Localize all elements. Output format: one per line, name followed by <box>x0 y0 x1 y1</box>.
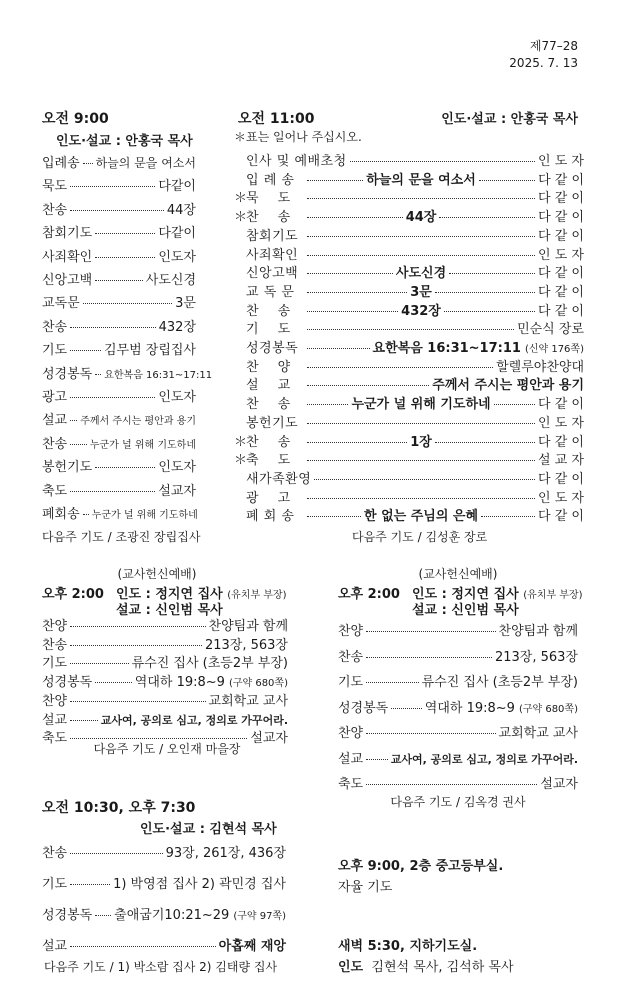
order-row <box>338 620 578 639</box>
order-value: 인 도 자 <box>538 490 584 506</box>
order-value: 류수진 집사 (초등2부 부장) <box>131 656 288 672</box>
order-value: 인 도 자 <box>538 154 584 169</box>
order-detail: 3문 <box>410 284 432 300</box>
dot-leader <box>307 516 361 517</box>
dawn-prayer-title: 새벽 5:30, 지하기도실. <box>338 939 478 954</box>
order-row <box>234 300 584 319</box>
dawn-leaders: 김현석 목사, 김석하 목사 <box>371 960 514 975</box>
order-row <box>234 393 584 412</box>
order-label: 찬송 <box>338 649 364 665</box>
order-row <box>234 244 584 263</box>
order-row <box>42 690 288 709</box>
standing-mark: ＊ <box>234 210 248 226</box>
order-value: 교회학교 교사 <box>498 726 578 741</box>
order-value: 다 같 이 <box>538 172 585 188</box>
order-row <box>42 904 286 923</box>
order-value: 주께서 주시는 평안과 용기 <box>80 416 196 428</box>
order-row <box>234 187 584 206</box>
dot-leader <box>435 442 535 443</box>
order-value: 213장, 563장 <box>204 637 288 653</box>
order-detail: 사도신경 <box>395 266 447 282</box>
order-label: 찬송 <box>42 319 68 335</box>
pm-left-leader-note: (유치부 부장) <box>227 590 287 601</box>
order-label: 교독문 <box>42 296 80 312</box>
order-value: 3문 <box>175 296 196 312</box>
order-row <box>42 503 196 522</box>
dot-leader <box>366 759 388 760</box>
service-9am-next-prayer: 다음주 기도 / 조광진 장립집사 <box>42 530 201 544</box>
order-row <box>42 456 196 475</box>
pm-left-preacher: 설교 : 신인범 목사 <box>116 603 223 618</box>
order-label: 찬 송 <box>246 303 291 319</box>
dot-leader <box>70 701 205 702</box>
dot-leader <box>307 442 407 443</box>
order-label: 설 교 <box>246 378 291 394</box>
order-row <box>42 222 196 241</box>
pm-right-time: 오후 2:00 <box>338 587 400 602</box>
dawn-lead-label: 인도 <box>338 960 364 975</box>
dot-leader <box>307 498 535 499</box>
order-value: 1) 박영점 집사 2) 곽민경 집사 <box>113 877 286 892</box>
order-value-note: (구약 680쪽) <box>518 703 578 715</box>
order-row <box>42 709 288 728</box>
order-value: 설교자 <box>540 777 578 792</box>
order-label: 찬양 <box>338 726 364 741</box>
order-value: 주께서 주시는 평안과 용기 <box>432 378 584 394</box>
order-value: 다같이 <box>158 179 196 195</box>
dot-leader <box>307 236 535 237</box>
dot-leader <box>70 397 155 398</box>
order-label: 성경봉독 <box>42 908 93 923</box>
order-detail: 44장 <box>405 210 437 226</box>
order-label: 폐 회 송 <box>246 509 295 525</box>
order-label: 찬 송 <box>246 397 291 413</box>
order-label: 찬송 <box>42 637 68 653</box>
order-row <box>338 748 578 767</box>
dot-leader <box>444 311 535 312</box>
order-value: 인도자 <box>158 460 196 476</box>
order-value: 류수진 집사 (초등2부 부장) <box>421 675 578 690</box>
order-row <box>338 697 578 716</box>
order-value: 요한복음 16:31~17:11 <box>104 369 213 381</box>
order-value: 다 같 이 <box>538 471 584 487</box>
service-9am-title: 오전 9:00 <box>42 111 109 127</box>
dot-leader <box>366 657 492 658</box>
dot-leader <box>314 479 535 480</box>
dot-leader <box>70 663 128 664</box>
dot-leader <box>481 516 535 517</box>
order-label: 기도 <box>42 343 68 359</box>
order-row <box>42 433 196 452</box>
order-row <box>234 487 584 506</box>
order-label: 찬송 <box>42 436 68 452</box>
dot-leader <box>449 273 535 274</box>
dot-leader <box>83 163 93 164</box>
order-row <box>42 292 196 311</box>
pm-right-next-prayer: 다음주 기도 / 김옥경 권사 <box>390 795 526 809</box>
standing-mark: ＊ <box>234 434 248 450</box>
pm-left-time: 오후 2:00 <box>42 587 104 602</box>
order-label: 교 독 문 <box>246 284 295 300</box>
order-value: 인 도 자 <box>538 415 584 431</box>
order-value: 누군가 널 위해 기도하네 <box>91 510 198 521</box>
dot-leader <box>70 327 156 328</box>
dot-leader <box>95 374 101 375</box>
youth-prayer-desc: 자율 기도 <box>338 880 393 895</box>
order-row <box>42 339 196 358</box>
order-value: 인 도 자 <box>538 247 584 263</box>
order-label: 참회기도 <box>42 226 93 242</box>
order-label: 입례송 <box>42 156 80 171</box>
dot-leader <box>95 257 155 258</box>
issue-number: 제77–28 <box>529 39 578 53</box>
order-value: 하늘의 문을 여소서 <box>95 156 196 170</box>
order-label: 광고 <box>42 390 68 405</box>
order-row <box>42 671 288 690</box>
order-row <box>234 225 584 244</box>
order-label: 찬송 <box>42 202 68 218</box>
service-11am-officiant: 인도·설교 : 안홍국 목사 <box>441 112 578 127</box>
order-row <box>338 722 578 741</box>
order-row <box>234 449 584 468</box>
order-row <box>234 281 584 300</box>
order-label: 기도 <box>42 656 68 672</box>
dot-leader <box>391 708 422 709</box>
order-value: 다 같 이 <box>538 266 584 282</box>
order-value: 아홉째 재앙 <box>218 939 286 954</box>
order-label: 사죄확인 <box>246 247 299 263</box>
dot-leader <box>307 348 370 349</box>
order-label: 찬송 <box>42 846 68 861</box>
youth-prayer-title: 오후 9:00, 2층 중고등부실. <box>338 859 504 874</box>
order-label: 설교 <box>338 751 364 767</box>
order-row <box>42 615 288 634</box>
order-row <box>234 169 584 188</box>
order-row <box>42 409 196 428</box>
standing-note: ＊표는 일어나 주십시오. <box>234 130 362 144</box>
dot-leader <box>307 460 535 461</box>
order-label: 묵도 <box>42 179 68 195</box>
dot-leader <box>70 350 101 351</box>
service-11am-title: 오전 11:00 <box>238 111 315 127</box>
service-11am-next-prayer: 다음주 기도 / 김성훈 장로 <box>352 530 488 544</box>
pm-left-subtitle: (교사헌신예배) <box>117 567 197 581</box>
dot-leader <box>479 180 535 181</box>
order-row <box>42 873 286 892</box>
midweek-next-prayer: 다음주 기도 / 1) 박소람 집사 2) 김태량 집사 <box>44 960 278 974</box>
order-value: 설교자 <box>158 483 196 499</box>
order-detail: 누군가 널 위해 기도하네 <box>351 397 491 413</box>
order-row <box>42 480 196 499</box>
order-value: 할렐루야찬양대 <box>496 359 584 375</box>
dot-leader <box>70 853 163 854</box>
order-row <box>42 175 196 194</box>
pm-right-preacher: 설교 : 신인범 목사 <box>412 603 519 618</box>
order-row <box>42 842 286 861</box>
dot-leader <box>70 946 216 947</box>
order-label: 축 도 <box>246 453 291 469</box>
order-label: 사죄확인 <box>42 249 93 265</box>
order-value: 설 교 자 <box>538 453 584 469</box>
order-value: 민순식 장로 <box>517 322 584 338</box>
order-row <box>42 386 196 405</box>
order-row <box>234 468 584 487</box>
order-value: 교회학교 교사 <box>208 693 288 709</box>
order-row <box>42 246 196 265</box>
order-value-note: (구약 97쪽) <box>233 911 286 922</box>
order-row <box>42 152 196 171</box>
dot-leader <box>307 198 535 199</box>
dot-leader <box>366 784 537 785</box>
dot-leader <box>70 444 87 445</box>
order-value: 다 같 이 <box>538 509 584 525</box>
dot-leader <box>70 491 155 492</box>
dot-leader <box>307 273 393 274</box>
order-value: 찬양팀과 함께 <box>498 624 578 639</box>
order-label: 묵 도 <box>246 191 291 207</box>
order-detail: 1장 <box>410 434 432 450</box>
order-value: 다 같 이 <box>538 397 584 413</box>
dot-leader <box>439 217 535 218</box>
dot-leader <box>70 186 155 187</box>
dot-leader <box>435 292 535 293</box>
order-row <box>338 646 578 665</box>
standing-mark: ＊ <box>234 453 248 469</box>
order-label: 성경봉독 <box>42 366 93 382</box>
dot-leader <box>83 514 89 515</box>
dot-leader <box>95 915 111 916</box>
order-detail: 432장 <box>401 303 441 319</box>
order-label: 봉헌기도 <box>42 460 93 476</box>
order-label: 찬 송 <box>246 434 291 450</box>
order-label: 기 도 <box>246 322 291 338</box>
order-value: 93장, 261장, 436장 <box>165 846 286 861</box>
order-row <box>234 318 584 337</box>
standing-mark: ＊ <box>234 191 248 207</box>
order-label: 신앙고백 <box>246 266 299 282</box>
dot-leader <box>366 631 495 632</box>
order-value: 사도신경 <box>145 273 196 288</box>
order-label: 신앙고백 <box>42 273 93 288</box>
dot-leader <box>307 385 429 386</box>
order-label: 인사 및 예배초청 <box>246 154 347 169</box>
order-value: 다 같 이 <box>538 434 584 450</box>
dot-leader <box>95 467 155 468</box>
service-9am-officiant: 인도·설교 : 안홍국 목사 <box>56 134 193 149</box>
order-label: 설교 <box>42 939 68 954</box>
dot-leader <box>70 210 164 211</box>
order-row <box>338 773 578 792</box>
order-value: 찬양팀과 함께 <box>208 619 288 634</box>
order-row <box>234 374 584 393</box>
order-row <box>42 199 196 218</box>
dot-leader <box>366 733 495 734</box>
order-row <box>42 634 288 653</box>
dot-leader <box>70 884 110 885</box>
order-row <box>42 935 286 954</box>
order-row <box>234 337 584 356</box>
order-value: 432장 <box>158 319 196 335</box>
dot-leader <box>366 682 418 683</box>
dot-leader <box>95 280 143 281</box>
order-value: 인도자 <box>158 249 196 265</box>
order-label: 찬양 <box>42 693 68 709</box>
order-value: 다 같 이 <box>538 303 584 319</box>
order-value: 다같이 <box>158 226 196 242</box>
dot-leader <box>307 423 535 424</box>
dot-leader <box>307 180 363 181</box>
dot-leader <box>83 303 172 304</box>
order-label: 성경봉독 <box>42 675 93 691</box>
order-label: 찬양 <box>338 624 364 639</box>
order-detail: 한 없는 주님의 은혜 <box>364 509 479 525</box>
bulletin-date: 2025. 7. 13 <box>509 56 578 70</box>
midweek-officiant: 인도·설교 : 김현석 목사 <box>140 822 277 837</box>
order-value: 다 같 이 <box>538 210 585 226</box>
pm-right-leader: 인도 : 정지연 집사 <box>412 587 519 602</box>
order-value: 인도자 <box>158 390 196 405</box>
order-value: 다 같 이 <box>538 284 584 300</box>
order-detail: 하늘의 문을 여소서 <box>366 172 476 188</box>
order-row <box>42 316 196 335</box>
dot-leader <box>307 367 493 368</box>
order-label: 새가족환영 <box>246 471 312 487</box>
order-label: 축도 <box>42 483 68 499</box>
order-value: 출애굽기10:21~29 <box>114 908 230 923</box>
order-row <box>234 150 584 169</box>
order-row <box>42 652 288 671</box>
order-label: 축도 <box>338 777 364 792</box>
order-value: 다 같 이 <box>538 228 584 244</box>
dot-leader <box>307 255 535 256</box>
pm-right-subtitle: (교사헌신예배) <box>418 567 498 581</box>
order-value: 역대하 19:8~9 <box>134 675 225 691</box>
order-value: 김무범 장립집사 <box>103 343 196 359</box>
dot-leader <box>307 292 407 293</box>
midweek-title: 오전 10:30, 오후 7:30 <box>42 800 196 816</box>
dot-leader <box>70 420 77 421</box>
order-row <box>234 412 584 431</box>
order-label: 입 례 송 <box>246 172 295 188</box>
order-row <box>42 363 213 382</box>
dot-leader <box>95 233 155 234</box>
dot-leader <box>70 626 205 627</box>
dot-leader <box>307 311 398 312</box>
order-row <box>234 356 584 375</box>
order-label: 설교 <box>42 413 68 429</box>
order-value: 213장, 563장 <box>494 649 578 665</box>
order-value: 교사여, 공의로 심고, 정의로 가꾸어라. <box>100 713 288 727</box>
order-value: 교사여, 공의로 심고, 정의로 가꾸어라. <box>390 752 578 766</box>
order-row <box>234 431 584 450</box>
order-detail-note: (신약 176쪽) <box>524 344 584 355</box>
order-label: 찬 양 <box>246 359 291 375</box>
dot-leader <box>70 645 202 646</box>
dot-leader <box>494 404 535 405</box>
pm-left-leader: 인도 : 정지연 집사 <box>116 587 223 602</box>
order-label: 성경봉독 <box>338 700 389 716</box>
order-label: 축도 <box>42 731 68 747</box>
pm-right-leader-note: (유치부 부장) <box>523 590 583 601</box>
order-value: 설교자 <box>250 731 288 747</box>
dot-leader <box>307 329 514 330</box>
order-row <box>42 269 196 288</box>
order-value: 역대하 19:8~9 <box>424 700 515 716</box>
order-label: 기도 <box>338 675 364 690</box>
order-row <box>234 262 584 281</box>
dot-leader <box>95 682 132 683</box>
pm-left-next-prayer: 다음주 기도 / 오인재 마을장 <box>93 742 241 756</box>
order-detail: 요한복음 16:31~17:11 <box>372 341 521 356</box>
order-row <box>234 206 584 225</box>
order-label: 설교 <box>42 712 68 728</box>
order-value: 44장 <box>166 202 196 218</box>
order-row <box>234 505 584 524</box>
order-value-note: (구약 680쪽) <box>228 678 288 690</box>
order-row <box>338 671 578 690</box>
dot-leader <box>350 161 535 162</box>
order-label: 참회기도 <box>246 228 299 244</box>
dot-leader <box>307 404 348 405</box>
order-label: 폐회송 <box>42 507 80 522</box>
dot-leader <box>70 720 98 721</box>
order-value: 누군가 널 위해 기도하네 <box>89 439 196 451</box>
order-label: 성경봉독 <box>246 341 299 356</box>
order-label: 찬양 <box>42 619 68 634</box>
order-value: 다 같 이 <box>538 191 584 207</box>
order-label: 봉헌기도 <box>246 415 299 431</box>
order-label: 기도 <box>42 877 68 892</box>
dot-leader <box>307 217 403 218</box>
order-label: 광 고 <box>246 490 291 506</box>
order-label: 찬 송 <box>246 210 291 226</box>
